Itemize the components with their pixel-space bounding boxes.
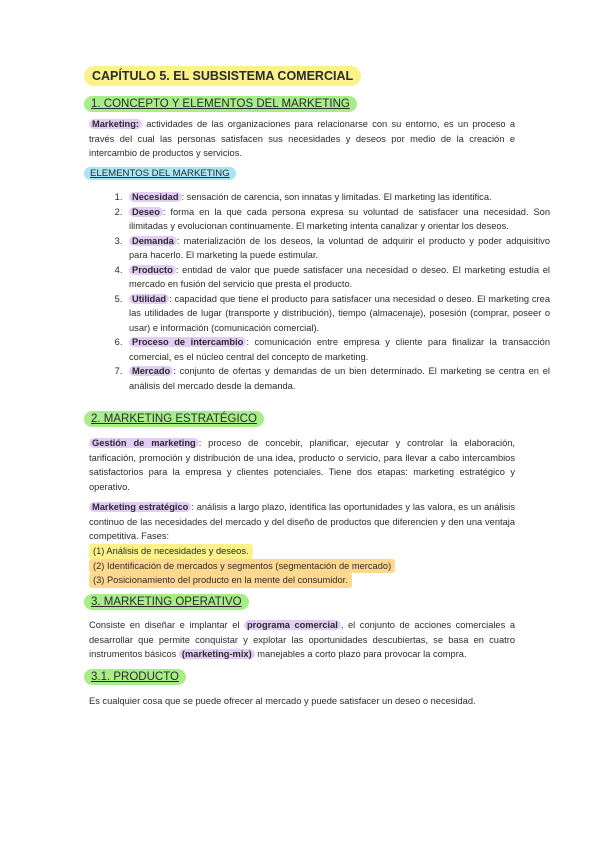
list-item [125,263,550,292]
gestion-marketing-text: : proceso de concebir, planificar, ejecutar y controlar la elaboración, tarificación, promoción y distribución de una idea, producto o servicio, para llevar a cabo intercambios satisfactorios para la empresa y clientes potenciales. Tiene dos etapas: marketing estratégico y operativo. [89,438,515,492]
gestion-marketing-paragraph [89,436,515,494]
list-item [125,335,550,364]
list-item [125,364,550,393]
term-marketing: Marketing: [89,119,142,129]
section-heading-producto: 3.1. PRODUCTO [84,669,186,685]
section-heading-estrategico: 2. MARKETING ESTRATÉGICO [84,411,264,427]
chapter-title: CAPÍTULO 5. EL SUBSISTEMA COMERCIAL [84,66,361,86]
elements-list [90,190,550,393]
section-heading-concepto: 1. CONCEPTO Y ELEMENTOS DEL MARKETING [84,96,357,112]
element-text: : entidad de valor que puede satisfacer una necesidad o deseo. El marketing estudia el mercado en fusión del servicio que presta el producto. [129,264,550,289]
phase-item: (1) Análisis de necesidades y deseos. [89,544,253,559]
term-demanda: Demanda [129,236,177,246]
phase-item: (2) Identificación de mercados y segmentos (segmentación de mercado) [89,559,395,574]
term-marketing-estrategico: Marketing estratégico [89,502,191,512]
term-deseo: Deseo [129,207,163,217]
element-text: : conjunto de ofertas y demandas de un bien determinado. El marketing se centra en el análisis del mercado desde la demanda. [129,366,550,391]
section-heading-operativo: 3. MARKETING OPERATIVO [84,594,249,610]
operativo-text: Consiste en diseñar e implantar el [89,620,244,630]
element-text: : comunicación entre empresa y cliente para finalizar la transacción comercial, es el núcleo central del concepto de marketing. [129,337,550,362]
elements-heading: ELEMENTOS DEL MARKETING [84,167,236,180]
term-producto: Producto [129,265,176,275]
marketing-definition [89,117,515,161]
element-text: : capacidad que tiene el producto para satisfacer una necesidad o deseo. El marketing crea las utilidades de lugar (transporte y distribución), tiempo (almacenaje), posesión (comprar, poseer o usar) e información (comunicación comercial). [129,293,550,333]
term-necesidad: Necesidad [129,192,182,202]
list-item [125,234,550,263]
list-item [125,205,550,234]
term-programa-comercial: programa comercial [244,620,341,630]
phase-item: (3) Posicionamiento del producto en la mente del consumidor. [89,573,352,588]
element-text: : materialización de los deseos, la voluntad de adquirir el producto y poder adquisitivo para hacerlo. El marketing la puede estimular. [129,235,550,260]
term-gestion-marketing: Gestión de marketing [89,438,199,448]
list-item [125,190,550,205]
term-marketing-mix: (marketing-mix) [179,649,255,659]
element-text: : sensación de carencia, son innatas y limitadas. El marketing las identifica. [181,192,492,202]
marketing-definition-text: actividades de las organizaciones para relacionarse con su entorno, es un proceso a través del cual las personas satisfacen sus necesidades y deseos por medio de la creación e intercambio de productos y servicios. [89,119,515,158]
marketing-estrategico-paragraph [89,500,515,544]
marketing-estrategico-text: : análisis a largo plazo, identifica las oportunidades y las valora, es un análisis continuo de las necesidades del mercado y del diseño de productos que diferencien y den una ventaja competitiva. Fases: [89,502,515,541]
term-proceso-intercambio: Proceso de intercambio [129,337,246,347]
operativo-text: manejables a corto plazo para provocar la compra. [254,649,467,659]
term-mercado: Mercado [129,366,173,376]
marketing-operativo-paragraph [89,618,515,662]
list-item [125,292,550,336]
phases-list [89,544,515,588]
producto-definition: Es cualquier cosa que se puede ofrecer al mercado y puede satisfacer un deseo o necesidad. [89,696,476,706]
term-utilidad: Utilidad [129,294,169,304]
operativo-text: , el conjunto de acciones comerciales a desarrollar que permite conquistar y explotar las oportunidades descubiertas, se basa en cuatro instrumentos básicos [89,620,515,659]
element-text: : forma en la que cada persona expresa su voluntad de satisfacer una necesidad. Son ilimitadas y evolucionan continuamente. El marketing intenta canalizar y orientar los deseos. [129,206,550,231]
